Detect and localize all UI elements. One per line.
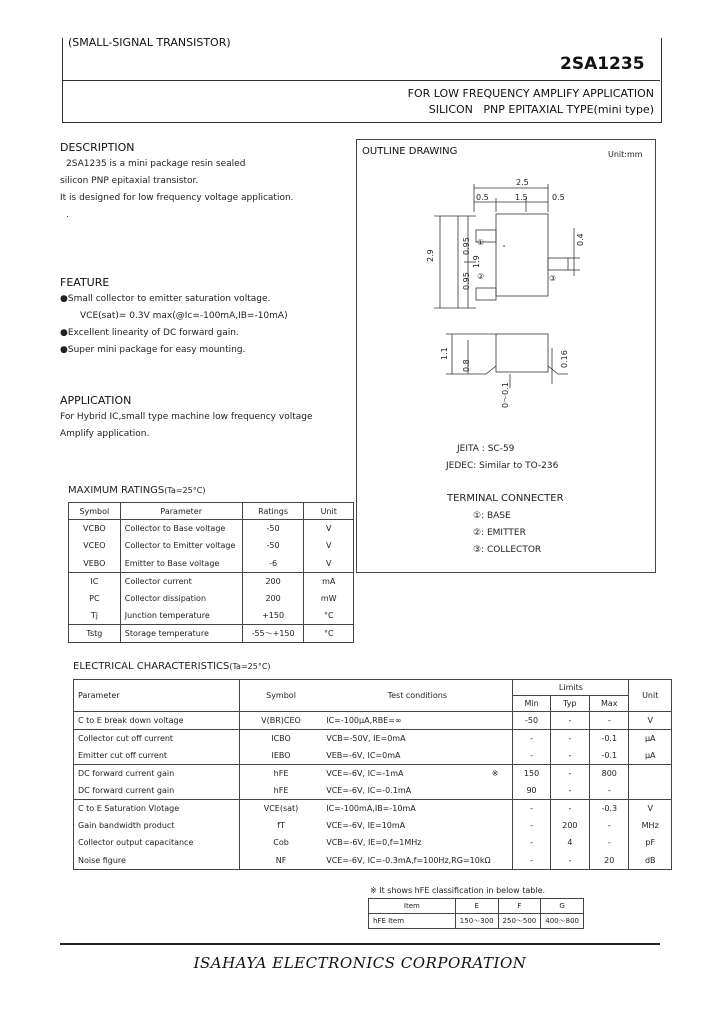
application-line: Amplify application. bbox=[60, 429, 150, 439]
pin-label-2: ② bbox=[477, 272, 485, 281]
outline-title: OUTLINE DRAWING bbox=[362, 146, 458, 157]
outline-unit: Unit:mm bbox=[608, 150, 643, 159]
dim-height-total: 2.9 bbox=[426, 249, 435, 262]
note-cell bbox=[478, 834, 513, 852]
unit-cell: μA bbox=[644, 733, 656, 743]
note-cell bbox=[478, 747, 513, 765]
max-cell: -0.1 bbox=[590, 747, 629, 765]
class-header: Item bbox=[369, 899, 456, 914]
parameter-cell: Emitter to Base voltage bbox=[120, 555, 242, 573]
dim-pitch2: 0.95 bbox=[462, 272, 471, 290]
condition-cell: VCE=-6V, IC=-0.1mA bbox=[326, 785, 412, 795]
dim-width-total: 2.5 bbox=[516, 178, 529, 187]
parameter-cell: Emitter cut off current bbox=[74, 747, 240, 765]
symbol-cell: ICBO bbox=[271, 733, 291, 743]
unit-cell: °C bbox=[323, 628, 334, 638]
electrical-title-text: ELECTRICAL CHARACTERISTICS bbox=[73, 661, 230, 672]
company-name: ISAHAYA ELECTRONICS CORPORATION bbox=[193, 954, 527, 972]
header-cell: Parameter bbox=[74, 680, 240, 712]
max-ratings-table bbox=[68, 502, 354, 643]
header-cell: Test conditions bbox=[322, 680, 513, 712]
unit-cell: dB bbox=[644, 855, 656, 865]
dim-width-mid: 1.5 bbox=[515, 193, 528, 202]
parameter-cell: C to E break down voltage bbox=[74, 712, 240, 730]
condition-cell: VEB=-6V, IC=0mA bbox=[326, 750, 401, 760]
electrical-condition: (Ta=25°C) bbox=[229, 662, 271, 671]
header-cell: Unit bbox=[629, 680, 672, 712]
note-cell bbox=[478, 817, 513, 835]
max-cell: 20 bbox=[590, 852, 629, 870]
symbol-cell: VCEO bbox=[69, 537, 121, 555]
header-cell: Ratings bbox=[242, 503, 304, 520]
min-cell: - bbox=[513, 747, 550, 765]
min-cell: 150 bbox=[513, 764, 550, 782]
rating-cell: -55～+150 bbox=[242, 625, 304, 643]
application-title: APPLICATION bbox=[60, 394, 132, 407]
min-cell: - bbox=[513, 852, 550, 870]
parameter-cell: Collector to Base voltage bbox=[120, 520, 242, 538]
rating-cell: 200 bbox=[242, 590, 304, 608]
unit-cell bbox=[629, 782, 672, 800]
header-cell: Max bbox=[590, 696, 629, 712]
parameter-cell: Collector current bbox=[120, 572, 242, 590]
max-cell: - bbox=[590, 817, 629, 835]
class-header: E bbox=[455, 899, 498, 914]
header-cell: Limits bbox=[513, 680, 629, 696]
max-ratings-title-text: MAXIMUM RATINGS bbox=[68, 485, 165, 496]
typ-cell: 200 bbox=[550, 817, 589, 835]
rating-cell: 200 bbox=[242, 572, 304, 590]
parameter-cell: Collector output capacitance bbox=[74, 834, 240, 852]
parameter-cell: Junction temperature bbox=[120, 607, 242, 625]
package-body-top bbox=[496, 214, 548, 296]
unit-cell: °C bbox=[323, 611, 334, 620]
pin1-marker bbox=[503, 245, 505, 247]
symbol-cell: VCBO bbox=[69, 520, 121, 538]
terminal-item: ③: COLLECTOR bbox=[473, 545, 542, 555]
min-cell: 90 bbox=[513, 782, 550, 800]
rating-cell: -50 bbox=[242, 537, 304, 555]
note-cell bbox=[478, 782, 513, 800]
unit-cell: V bbox=[326, 524, 332, 533]
typ-cell: - bbox=[550, 747, 589, 765]
application-line: For Hybrid IC,small type machine low frequency voltage bbox=[60, 412, 313, 422]
typ-cell: 4 bbox=[550, 834, 589, 852]
typ-cell: - bbox=[550, 764, 589, 782]
dim-lead-width: 0.4 bbox=[576, 233, 585, 246]
dim-side-lead: 0.16 bbox=[560, 350, 569, 368]
symbol-cell: Tstg bbox=[69, 625, 121, 643]
part-number: 2SA1235 bbox=[560, 54, 645, 74]
unit-cell: V bbox=[647, 803, 653, 813]
condition-cell: IC=-100mA,IB=-10mA bbox=[326, 803, 416, 813]
parameter-cell: C to E Saturation Vlotage bbox=[74, 799, 240, 817]
note-cell bbox=[478, 729, 513, 747]
symbol-cell: VEBO bbox=[69, 555, 121, 573]
max-ratings-condition: (Ta=25°C) bbox=[164, 486, 206, 495]
symbol-cell: Cob bbox=[273, 838, 289, 848]
symbol-cell: hFE bbox=[273, 785, 289, 795]
rating-cell: -6 bbox=[242, 555, 304, 573]
parameter-cell: Collector dissipation bbox=[120, 590, 242, 608]
symbol-cell: hFE bbox=[273, 768, 289, 778]
symbol-cell: V(BR)CEO bbox=[261, 715, 301, 725]
unit-cell: V bbox=[326, 558, 332, 568]
typ-cell: - bbox=[550, 782, 589, 800]
dim-standoff: 0～0.1 bbox=[501, 382, 510, 408]
feature-item: ●Small collector to emitter saturation voltage. bbox=[60, 294, 271, 304]
unit-cell: MHz bbox=[641, 820, 659, 830]
class-cell: hFE Item bbox=[369, 914, 456, 929]
parameter-cell: DC forward current gain bbox=[74, 782, 240, 800]
product-category: (SMALL-SIGNAL TRANSISTOR) bbox=[68, 36, 231, 49]
jedec-code: JEDEC: Similar to TO-236 bbox=[446, 461, 559, 471]
max-cell: -0.1 bbox=[590, 729, 629, 747]
hfe-class-table bbox=[368, 898, 584, 929]
symbol-cell: Tj bbox=[69, 607, 121, 625]
description-line: 2SA1235 is a mini package resin sealed bbox=[66, 159, 246, 169]
min-cell: - bbox=[513, 817, 550, 835]
symbol-cell: IEBO bbox=[271, 750, 291, 760]
class-header: F bbox=[498, 899, 541, 914]
rating-cell: +150 bbox=[242, 607, 304, 625]
terminal-item: ②: EMITTER bbox=[473, 528, 526, 538]
hfe-note: ※ It shows hFE classification in below table. bbox=[370, 886, 546, 895]
symbol-cell: VCE(sat) bbox=[263, 803, 299, 813]
parameter-cell: Gain bandwidth product bbox=[74, 817, 240, 835]
condition-cell: VCB=-6V, IE=0,f=1MHz bbox=[326, 838, 422, 848]
pin-label-1: ① bbox=[477, 238, 485, 247]
type-line: SILICON PNP EPITAXIAL TYPE(mini type) bbox=[428, 103, 654, 116]
parameter-cell: DC forward current gain bbox=[74, 764, 240, 782]
max-cell: - bbox=[590, 834, 629, 852]
unit-cell bbox=[629, 764, 672, 782]
unit-cell: mA bbox=[322, 576, 336, 586]
symbol-cell: IC bbox=[69, 572, 121, 590]
note-cell bbox=[478, 712, 513, 730]
lead-3 bbox=[548, 258, 568, 270]
dim-width-left: 0.5 bbox=[476, 193, 489, 202]
condition-cell: VCE=-6V, IE=10mA bbox=[326, 820, 406, 830]
description-line: silicon PNP epitaxial transistor. bbox=[60, 176, 199, 186]
feature-item: ●Excellent linearity of DC forward gain. bbox=[60, 328, 239, 338]
max-ratings-title bbox=[68, 485, 205, 496]
min-cell: - bbox=[513, 799, 550, 817]
max-cell: - bbox=[590, 712, 629, 730]
footer-rule bbox=[60, 943, 660, 945]
condition-cell: VCE=-6V, IC=-0.3mA,f=100Hz,RG=10kΩ bbox=[322, 852, 513, 870]
description-line: . bbox=[66, 210, 69, 220]
unit-cell: V bbox=[326, 541, 332, 551]
package-body-side bbox=[496, 334, 548, 372]
side-lead bbox=[476, 366, 496, 374]
max-cell: -0.3 bbox=[590, 799, 629, 817]
symbol-cell: NF bbox=[275, 855, 287, 865]
typ-cell: - bbox=[550, 799, 589, 817]
typ-cell: - bbox=[550, 852, 589, 870]
package-drawing bbox=[420, 168, 610, 418]
min-cell: - bbox=[513, 834, 550, 852]
header-cell: Min bbox=[513, 696, 550, 712]
unit-cell: pF bbox=[645, 838, 656, 848]
condition-cell: IC=-100μA,RBE=∞ bbox=[326, 715, 402, 725]
pin-label-3: ③ bbox=[549, 274, 557, 283]
note-cell: ※ bbox=[478, 764, 513, 782]
max-cell: - bbox=[590, 782, 629, 800]
condition-cell: VCE=-6V, IC=-1mA bbox=[326, 768, 404, 778]
dim-body: 1.9 bbox=[472, 255, 481, 268]
header-divider bbox=[62, 80, 660, 81]
description-line: It is designed for low frequency voltage application. bbox=[60, 193, 294, 203]
max-cell: 800 bbox=[590, 764, 629, 782]
symbol-cell: PC bbox=[69, 590, 121, 608]
dim-pitch1: 0.95 bbox=[462, 237, 471, 255]
unit-cell: μA bbox=[644, 750, 656, 760]
class-cell: 250～500 bbox=[498, 914, 541, 929]
rating-cell: -50 bbox=[242, 520, 304, 538]
feature-title: FEATURE bbox=[60, 276, 110, 289]
header-cell: Unit bbox=[320, 506, 337, 516]
feature-item: VCE(sat)= 0.3V max(@Ic=-100mA,IB=-10mA) bbox=[80, 311, 288, 321]
condition-cell: VCB=-50V, IE=0mA bbox=[326, 733, 406, 743]
application-line: FOR LOW FREQUENCY AMPLIFY APPLICATION bbox=[407, 87, 654, 100]
dim-side-body: 0.8 bbox=[462, 359, 471, 372]
min-cell: -50 bbox=[513, 712, 550, 730]
parameter-cell: Collector to Emitter voltage bbox=[120, 537, 242, 555]
typ-cell: - bbox=[550, 712, 589, 730]
dim-width-right: 0.5 bbox=[552, 193, 565, 202]
unit-cell: V bbox=[647, 715, 653, 725]
terminal-title: TERMINAL CONNECTER bbox=[447, 493, 564, 504]
electrical-table bbox=[73, 679, 672, 870]
header-cell: Symbol bbox=[69, 503, 121, 520]
header-cell: Typ bbox=[550, 696, 589, 712]
lead-2 bbox=[476, 288, 496, 300]
class-header: G bbox=[559, 902, 565, 910]
class-cell: 150～300 bbox=[455, 914, 498, 929]
unit-cell: mW bbox=[320, 593, 337, 603]
terminal-item: ①: BASE bbox=[473, 511, 511, 521]
note-cell bbox=[478, 799, 513, 817]
feature-item: ●Super mini package for easy mounting. bbox=[60, 345, 246, 355]
parameter-cell: Collector cut off current bbox=[74, 729, 240, 747]
dim-side-height: 1.1 bbox=[440, 347, 449, 360]
class-cell: 400～800 bbox=[545, 917, 579, 925]
header-cell: Parameter bbox=[120, 503, 242, 520]
parameter-cell: Storage temperature bbox=[120, 625, 242, 643]
electrical-title bbox=[73, 661, 271, 672]
jeita-code: JEITA : SC-59 bbox=[457, 444, 515, 454]
parameter-cell: Noise figure bbox=[74, 852, 240, 870]
symbol-cell: fT bbox=[277, 820, 285, 830]
min-cell: - bbox=[513, 729, 550, 747]
typ-cell: - bbox=[550, 729, 589, 747]
header-cell: Symbol bbox=[239, 680, 322, 712]
description-title: DESCRIPTION bbox=[60, 141, 135, 154]
